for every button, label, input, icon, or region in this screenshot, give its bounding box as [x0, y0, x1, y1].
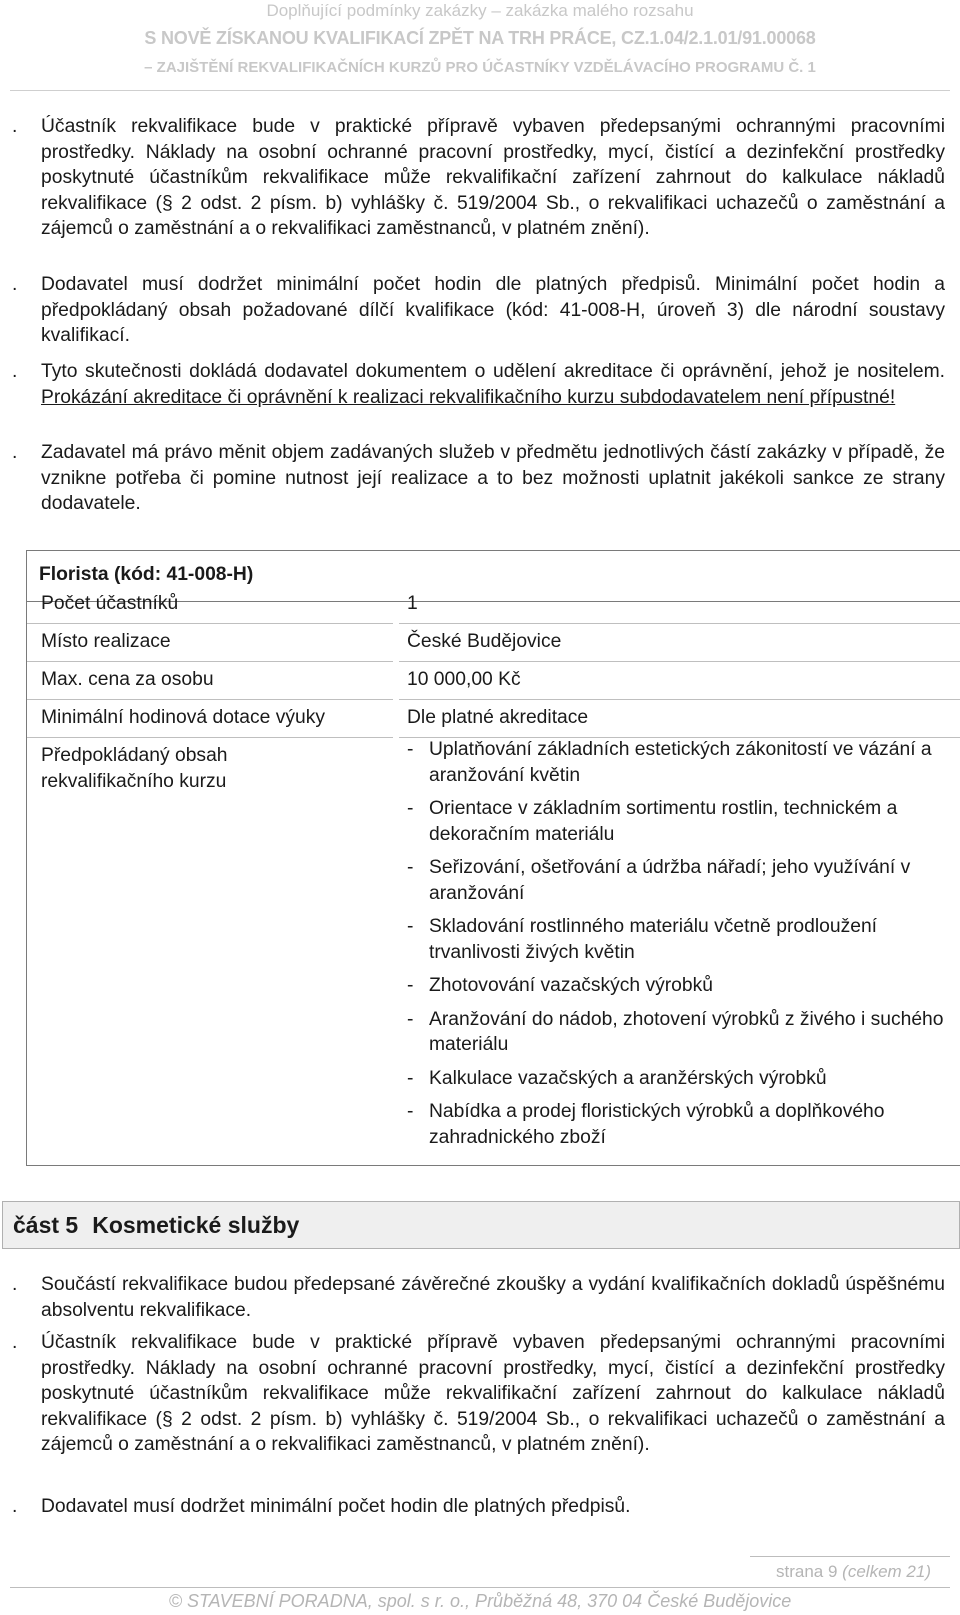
section-number: část 5: [13, 1212, 79, 1238]
page-total: (celkem 21): [842, 1562, 931, 1581]
paragraph-text: Dodavatel musí dodržet minimální počet hodin dle platných předpisů.: [41, 1496, 631, 1517]
table-row-value: 1: [407, 593, 418, 614]
list-dash: -: [407, 1101, 414, 1122]
table-row-label: Minimální hodinová dotace výuky: [41, 707, 326, 728]
document-header-title: Doplňující podmínky zakázky – zakázka malého rozsahu: [266, 1, 694, 20]
section-heading: [2, 1201, 960, 1249]
table-row-divider: [27, 699, 393, 700]
paragraph-protective-equipment: [12, 114, 945, 242]
course-table-title: Florista (kód: 41-008-H): [39, 564, 254, 585]
list-item-text: Aranžování do nádob, zhotovení výrobků z živého i suchého materiálu: [429, 1008, 944, 1055]
list-item-text: Nabídka a prodej floristických výrobků a doplňkového zahradnického zboží: [429, 1101, 885, 1148]
table-row-label: Max. cena za osobu: [41, 669, 214, 690]
table-row-divider: [399, 623, 960, 624]
course-content-list: [407, 737, 947, 1158]
list-dash: -: [407, 975, 414, 996]
list-item: [407, 1007, 947, 1058]
paragraph-bullet: .: [12, 442, 18, 463]
table-row-divider: [27, 737, 393, 738]
list-dash: -: [407, 739, 414, 760]
paragraph-text: Tyto skutečnosti dokládá dodavatel dokumentem o udělení akreditace či oprávnění, jehož je nositelem.: [41, 361, 945, 382]
list-item-text: Skladování rostlinného materiálu včetně prodloužení trvanlivosti živých květin: [429, 916, 878, 963]
paragraph-final-exams: [12, 1272, 945, 1323]
footer-page-divider: [750, 1556, 950, 1557]
list-item-text: Uplatňování základních estetických zákonitostí ve vázání a aranžování květin: [429, 739, 932, 786]
list-item: [407, 1066, 947, 1092]
paragraph-text: Dodavatel musí dodržet minimální počet hodin dle platných předpisů. Minimální počet hodin a předpokládaný obsah požadované dílčí kvalifikace (kód: 41-008-H, úroveň 3) dle národní soustavy kvalifikací.: [41, 274, 945, 346]
list-item: [407, 1099, 947, 1150]
section-title: [13, 1212, 299, 1239]
list-item: [407, 796, 947, 847]
list-item-text: Zhotovování vazačských výrobků: [429, 975, 713, 996]
paragraph-bullet: .: [12, 361, 18, 382]
document-header-subtitle: – ZAJIŠTĚNÍ REKVALIFIKAČNÍCH KURZŮ PRO ÚČASTNÍKY VZDĚLÁVACÍHO PROGRAMU Č. 1: [144, 59, 816, 76]
list-dash: -: [407, 1008, 414, 1030]
table-row-value: České Budějovice: [407, 631, 562, 652]
paragraph-minimum-hours: [12, 272, 945, 349]
paragraph-text: Součástí rekvalifikace budou předepsané závěrečné zkoušky a vydání kvalifikačních dokladů úspěšnému absolventu rekvalifikace.: [41, 1274, 945, 1321]
list-item-text: Orientace v základním sortimentu rostlin, technickém a dekoračním materiálu: [429, 798, 898, 845]
list-item: [407, 855, 947, 906]
paragraph-scope-change: [12, 440, 945, 517]
list-item: [407, 737, 947, 788]
paragraph-bullet: .: [12, 116, 18, 137]
page-label: strana 9: [776, 1562, 838, 1581]
table-content-label: Předpokládaný obsah rekvalifikačního kurzu: [41, 745, 228, 792]
table-row-label: Místo realizace: [41, 631, 171, 652]
list-dash: -: [407, 857, 414, 878]
footer-divider: [10, 1587, 950, 1588]
table-row-divider: [399, 661, 960, 662]
section-name: Kosmetické služby: [92, 1212, 300, 1238]
paragraph-bullet: .: [12, 1496, 18, 1517]
list-item: [407, 973, 947, 999]
paragraph-text: Účastník rekvalifikace bude v praktické přípravě vybaven předepsanými ochrannými pracovními prostředky. Náklady na osobní ochranné pracovní prostředky, mycí, čistící a dezinfekční prostředky poskytnuté účastníkům rekvalifikace může rekvalifikační zařízení zahrnout do kalkulace nákladů rekvalifikace (§ 2 odst. 2 písm. b) vyhlášky č. 519/2004 Sb., o rekvalifikaci uchazečů o zaměstnání a zájemců o zaměstnání a o rekvalifikaci zaměstnanců, v platném znění).: [41, 1332, 945, 1455]
document-header-project: S NOVĚ ZÍSKANOU KVALIFIKACÍ ZPĚT NA TRH PRÁCE, CZ.1.04/2.1.01/91.00068: [144, 28, 816, 48]
list-dash: -: [407, 1067, 414, 1089]
paragraph-text: Účastník rekvalifikace bude v praktické přípravě vybaven předepsanými ochrannými pracovními prostředky. Náklady na osobní ochranné pracovní prostředky, mycí, čistící a dezinfekční prostředky poskytnuté účastníkům rekvalifikace může rekvalifikační zařízení zahrnout do kalkulace nákladů rekvalifikace (§ 2 odst. 2 písm. b) vyhlášky č. 519/2004 Sb., o rekvalifikaci uchazečů o zaměstnání a zájemců o zaměstnání a o rekvalifikaci zaměstnanců, v platném znění).: [41, 116, 945, 239]
header-divider: [10, 90, 950, 91]
list-item-text: Seřizování, ošetřování a údržba nářadí; jeho využívání v aranžování: [429, 857, 911, 904]
table-row-divider: [399, 699, 960, 700]
table-row-divider: [27, 623, 393, 624]
paragraph-minimum-hours-2: [12, 1494, 945, 1520]
page-number: [776, 1562, 931, 1582]
list-dash: -: [407, 798, 414, 819]
paragraph-accreditation: [12, 359, 945, 410]
paragraph-text: Zadavatel má právo měnit objem zadávaných služeb v předmětu jednotlivých částí zakázky v případě, že vznikne potřeba či pomine nutnost její realizace a to bez možnosti uplatnit jakékoli sankce ze strany dodavatele.: [41, 442, 945, 514]
course-table: [26, 550, 960, 1166]
paragraph-bullet: .: [12, 1274, 18, 1295]
footer-company: © STAVEBNÍ PORADNA, spol. s r. o., Průběžná 48, 370 04 České Budějovice: [168, 1591, 792, 1611]
table-row-label: Počet účastníků: [41, 593, 179, 614]
list-item: [407, 914, 947, 965]
paragraph-underlined-warning: Prokázání akreditace či oprávnění k realizaci rekvalifikačního kurzu subdodavatelem není přípustné!: [41, 386, 896, 408]
list-item-text: Kalkulace vazačských a aranžérských výrobků: [429, 1067, 827, 1089]
list-dash: -: [407, 916, 414, 937]
table-row-value: 10 000,00 Kč: [407, 669, 521, 690]
table-row-divider: [27, 661, 393, 662]
paragraph-protective-equipment-2: [12, 1330, 945, 1458]
paragraph-bullet: .: [12, 1332, 18, 1353]
paragraph-bullet: .: [12, 274, 18, 295]
table-row-value: Dle platné akreditace: [407, 707, 589, 728]
